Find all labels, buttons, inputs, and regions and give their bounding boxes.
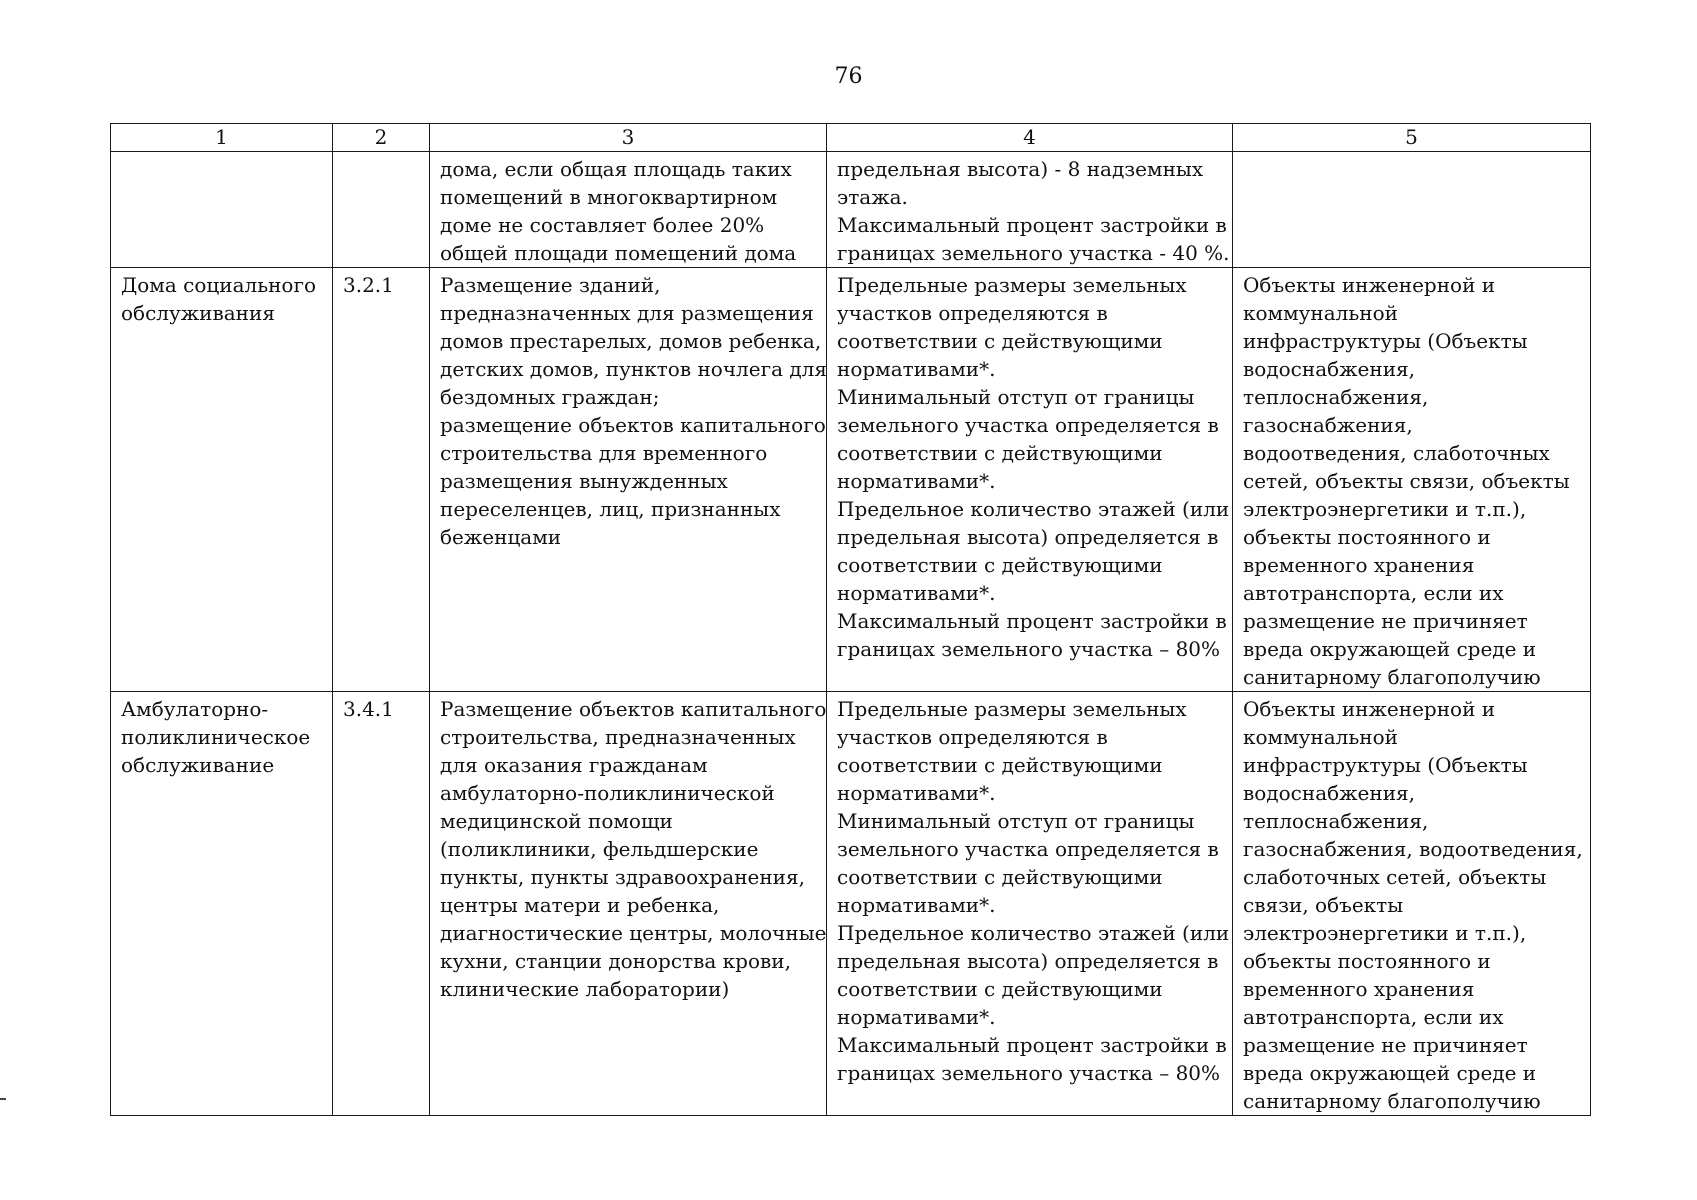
cell-text-line: центры матери и ребенка, [440, 893, 720, 917]
cell-text-line: теплоснабжения, [1243, 385, 1429, 409]
cell-text-line: вреда окружающей среде и [1243, 637, 1537, 661]
use-type-code-cell [333, 268, 430, 692]
auxiliary-uses-cell [1233, 152, 1591, 268]
cell-text-line: кухни, станции донорства крови, [440, 949, 791, 973]
auxiliary-uses-cell [1233, 692, 1591, 1116]
header-col-4: 4 [827, 124, 1233, 152]
cell-text-line: вреда окружающей среде и [1243, 1061, 1537, 1085]
cell-text-line: переселенцев, лиц, признанных [440, 497, 781, 521]
cell-text-line: соответствии с действующими [837, 977, 1163, 1001]
cell-text-line: соответствии с действующими [837, 865, 1163, 889]
cell-text-line: временного хранения [1243, 977, 1475, 1001]
cell-text-line: участков определяются в [837, 301, 1108, 325]
cell-text-line: коммунальной [1243, 725, 1398, 749]
cell-text-line: предельная высота) - 8 надземных [837, 157, 1204, 181]
cell-text-line: инфраструктуры (Объекты [1243, 753, 1528, 777]
cell-text-line: Объекты инженерной и [1243, 273, 1496, 297]
cell-text-line: границах земельного участка – 80% [837, 637, 1221, 661]
use-type-name-cell [111, 152, 333, 268]
cell-text-line: водоснабжения, [1243, 781, 1416, 805]
cell-text-line: этажа. [837, 185, 908, 209]
cell-text-line: временного хранения [1243, 553, 1475, 577]
cell-text-line: нормативами*. [837, 357, 996, 381]
cell-text-line: границах земельного участка – 80% [837, 1061, 1221, 1085]
cell-text-line: доме не составляет более 20% [440, 213, 765, 237]
cell-text-line: объекты постоянного и [1243, 525, 1491, 549]
cell-text-line: Размещение объектов капитального [440, 697, 827, 721]
cell-text-line: соответствии с действующими [837, 553, 1163, 577]
parameters-cell [827, 692, 1233, 1116]
cell-text-line: предельная высота) определяется в [837, 949, 1219, 973]
cell-text-line: автотранспорта, если их [1243, 1005, 1504, 1029]
use-description-cell [430, 692, 827, 1116]
cell-text-line: размещение не причиняет [1243, 609, 1528, 633]
cell-text-line: Дома социального [121, 273, 316, 297]
cell-text-line: размещения вынужденных [440, 469, 728, 493]
cell-text-line: Минимальный отступ от границы [837, 809, 1195, 833]
use-type-name-cell [111, 692, 333, 1116]
cell-text-line: сетей, объекты связи, объекты [1243, 469, 1570, 493]
header-col-3: 3 [430, 124, 827, 152]
cell-text-line: обслуживания [121, 301, 275, 325]
parameters-cell [827, 268, 1233, 692]
cell-text-line: предназначенных для размещения [440, 301, 814, 325]
cell-text-line: Амбулаторно- [121, 697, 269, 721]
use-type-name-cell [111, 268, 333, 692]
cell-text-line: нормативами*. [837, 781, 996, 805]
cell-text-line: Максимальный процент застройки в [837, 1033, 1227, 1057]
cell-text-line: размещение объектов капитального [440, 413, 826, 437]
cell-text-line: бездомных граждан; [440, 385, 660, 409]
cell-text-line: автотранспорта, если их [1243, 581, 1504, 605]
cell-text-line: Предельное количество этажей (или [837, 921, 1230, 945]
cell-text-line: строительства для временного [440, 441, 768, 465]
cell-text-line: диагностические центры, молочные [440, 921, 827, 945]
header-col-1: 1 [111, 124, 333, 152]
cell-text-line: соответствии с действующими [837, 753, 1163, 777]
cell-text-line: газоснабжения, водоотведения, [1243, 837, 1583, 861]
cell-text-line: пункты, пункты здравоохранения, [440, 865, 805, 889]
cell-text-line: 3.4.1 [343, 697, 394, 721]
use-type-code-cell [333, 692, 430, 1116]
cell-text-line: беженцами [440, 525, 562, 549]
margin-mark [0, 1098, 6, 1100]
cell-text-line: Предельное количество этажей (или [837, 497, 1230, 521]
cell-text-line: соответствии с действующими [837, 329, 1163, 353]
cell-text-line: санитарному благополучию [1243, 1089, 1541, 1113]
cell-text-line: поликлиническое [121, 725, 311, 749]
cell-text-line: предельная высота) определяется в [837, 525, 1219, 549]
cell-text-line: соответствии с действующими [837, 441, 1163, 465]
cell-text-line: детских домов, пунктов ночлега для [440, 357, 827, 381]
header-col-5: 5 [1233, 124, 1591, 152]
cell-text-line: газоснабжения, [1243, 413, 1413, 437]
cell-text-line: электроэнергетики и т.п.), [1243, 497, 1527, 521]
cell-text-line: слаботочных сетей, объекты [1243, 865, 1547, 889]
cell-text-line: Максимальный процент застройки в [837, 609, 1227, 633]
table-row-continued [111, 152, 1591, 268]
cell-text-line: размещение не причиняет [1243, 1033, 1528, 1057]
cell-text-line: водоснабжения, [1243, 357, 1416, 381]
header-row [111, 124, 1591, 152]
cell-text-line: дома, если общая площадь таких [440, 157, 792, 181]
cell-text-line: электроэнергетики и т.п.), [1243, 921, 1527, 945]
table-row-outpatient-care [111, 692, 1591, 1116]
cell-text-line: 3.2.1 [343, 273, 394, 297]
cell-text-line: для оказания гражданам [440, 753, 708, 777]
parameters-cell [827, 152, 1233, 268]
cell-text-line: границах земельного участка - 40 %. [837, 241, 1230, 265]
cell-text-line: нормативами*. [837, 469, 996, 493]
cell-text-line: Размещение зданий, [440, 273, 661, 297]
cell-text-line: коммунальной [1243, 301, 1398, 325]
cell-text-line: водоотведения, слаботочных [1243, 441, 1550, 465]
use-type-code-cell [333, 152, 430, 268]
cell-text-line: помещений в многоквартирном [440, 185, 778, 209]
cell-text-line: земельного участка определяется в [837, 837, 1219, 861]
cell-text-line: участков определяются в [837, 725, 1108, 749]
cell-text-line: инфраструктуры (Объекты [1243, 329, 1528, 353]
cell-text-line: домов престарелых, домов ребенка, [440, 329, 822, 353]
use-description-cell [430, 268, 827, 692]
cell-text-line: связи, объекты [1243, 893, 1404, 917]
cell-text-line: санитарному благополучию [1243, 665, 1541, 689]
cell-text-line: Предельные размеры земельных [837, 273, 1187, 297]
cell-text-line: нормативами*. [837, 581, 996, 605]
cell-text-line: строительства, предназначенных [440, 725, 796, 749]
cell-text-line: общей площади помещений дома [440, 241, 797, 265]
page-number: 76 [834, 64, 863, 89]
use-description-cell [430, 152, 827, 268]
cell-text-line: клинические лаборатории) [440, 977, 730, 1001]
cell-text-line: земельного участка определяется в [837, 413, 1219, 437]
cell-text-line: медицинской помощи [440, 809, 673, 833]
auxiliary-uses-cell [1233, 268, 1591, 692]
cell-text-line: (поликлиники, фельдшерские [440, 837, 759, 861]
cell-text-line: Минимальный отступ от границы [837, 385, 1195, 409]
cell-text-line: Объекты инженерной и [1243, 697, 1496, 721]
cell-text-line: амбулаторно-поликлинической [440, 781, 775, 805]
cell-text-line: теплоснабжения, [1243, 809, 1429, 833]
cell-text-line: Максимальный процент застройки в [837, 213, 1227, 237]
cell-text-line: объекты постоянного и [1243, 949, 1491, 973]
cell-text-line: нормативами*. [837, 1005, 996, 1029]
zoning-table [110, 123, 1591, 1116]
cell-text-line: нормативами*. [837, 893, 996, 917]
header-col-2: 2 [333, 124, 430, 152]
cell-text-line: обслуживание [121, 753, 275, 777]
cell-text-line: Предельные размеры земельных [837, 697, 1187, 721]
table-row-social-services [111, 268, 1591, 692]
